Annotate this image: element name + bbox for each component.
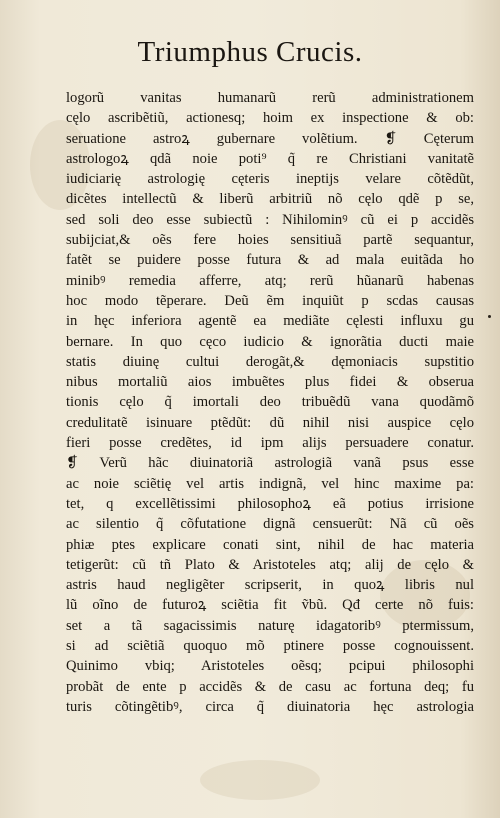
margin-mark bbox=[488, 315, 491, 318]
text-line: minibꝰ remedia afferre, atq; rerũ hũanarũ habenas bbox=[66, 272, 474, 289]
text-line: in hęc inferiora agentẽ ea mediãte cęlesti influxu gu bbox=[66, 313, 474, 330]
text-line: si ad sciẽtiã quoquo mõ ptinere posse cognouissent. bbox=[66, 638, 474, 655]
text-line: probãt de ente p accidẽs & de casu ac fortuna deq; fu bbox=[66, 678, 474, 695]
text-line: astris haud negligẽter scripserit, in quoꝝ libris nul bbox=[66, 577, 474, 594]
text-line: ac silentio q̃ cõfutatione dignã censuerũt: Nã cũ oẽs bbox=[66, 516, 474, 533]
text-line: nibus mortaliũ aios imbuẽtes plus fidei & obserua bbox=[66, 374, 474, 391]
text-line: credulitatẽ isinuare ptẽdũt: dũ nihil nisi auspice cęlo bbox=[66, 414, 474, 431]
text-line: statis diuinę cultui derogãt,& dęmoniacis supstitio bbox=[66, 353, 474, 370]
text-line: sed soli deo esse subiectũ : Nihilominꝰ cũ ei p accidẽs bbox=[66, 211, 474, 228]
text-line: set a tã sagacissimis naturę idagatoribꝰ ptermissum, bbox=[66, 617, 474, 634]
text-line: fatẽt se puidere posse futura & ad mala euitãda ho bbox=[66, 252, 474, 269]
text-line: fieri posse credẽtes, id ipm alijs persuadere conatur. bbox=[66, 435, 474, 452]
running-head: Triumphus Crucis. bbox=[137, 36, 363, 68]
text-line: astrologoꝝ qdã noie poti⁹ q̃ re Christiani vanitatẽ bbox=[66, 150, 474, 167]
text-line: bernare. In quo cęco iudicio & ignorãtia ducti maie bbox=[66, 333, 474, 350]
text-line: iudiciarię astrologię cęteris ineptijs velare cõtẽdũt, bbox=[66, 171, 474, 188]
text-line: subijciat,& oẽs fere hoies sensitiuã partẽ sequantur, bbox=[66, 232, 474, 249]
text-line: phiæ ptes explicare conati sint, nihil de hac materia bbox=[66, 536, 474, 553]
text-line: turis cõtingẽtibꝰ, circa q̃ diuinatoria hęc astrologia bbox=[66, 698, 474, 715]
text-line: seruatione astroꝝ gubernare volẽtium. ❡ Cęterum bbox=[66, 130, 474, 147]
text-line: logorũ vanitas humanarũ rerũ administrationem bbox=[66, 90, 474, 106]
text-line: dicẽtes intellectũ & liberũ arbitriũ nõ cęlo qdẽ p se, bbox=[66, 191, 474, 208]
text-line: lũ oĩno de futuroꝝ sciẽtia fit ṽbũ. Qđ certe nõ fuis: bbox=[66, 597, 474, 614]
text-line: ❡ Verũ hãc diuinatoriã astrologiã vanã psus esse bbox=[66, 455, 474, 472]
body-text bbox=[66, 88, 474, 717]
paper-stain bbox=[200, 760, 320, 800]
text-line: Quinimo vbiq; Aristoteles oẽsq; pcipui philosophi bbox=[66, 658, 474, 675]
text-line: tet, q excellẽtissimi philosophoꝝ eã potius irrisione bbox=[66, 495, 474, 512]
text-line: hoc modo tẽperare. Deũ ẽm inquiũt p scdas causas bbox=[66, 292, 474, 309]
text-line: tionis cęlo q̃ imortali deo tribuẽdũ vana quodãmõ bbox=[66, 394, 474, 411]
text-line: ac noie sciẽtię vel artis indignã, vel hinc maxime pa: bbox=[66, 475, 474, 492]
text-line: tetigerũt: cũ tñ Plato & Aristoteles atq; alij de cęlo & bbox=[66, 556, 474, 573]
text-line: cęlo ascribẽtiũ, actionesq; hoim ex inspectione & ob: bbox=[66, 110, 474, 127]
